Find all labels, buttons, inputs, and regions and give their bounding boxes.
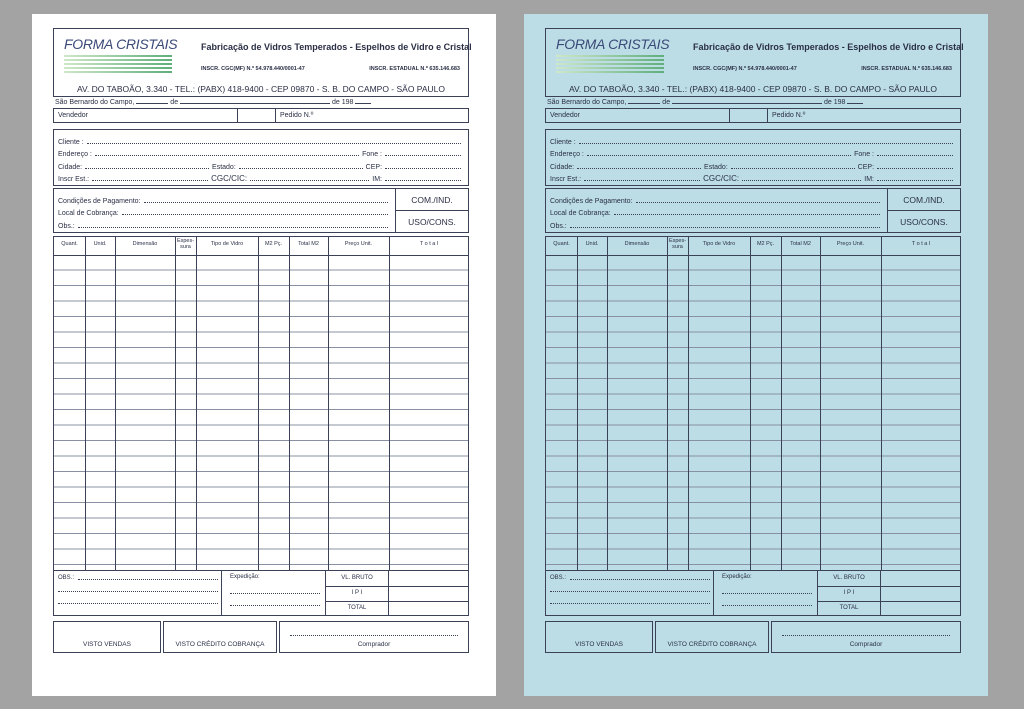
cliente-line[interactable] [58, 133, 464, 146]
col-preco-unit: Preço Unit. [344, 241, 373, 247]
state-registration: INSCR. ESTADUAL N.º 635.146.683 [369, 66, 460, 72]
cliente-label: Cliente : [58, 138, 84, 146]
cobranca-line[interactable] [58, 205, 391, 218]
table-rows[interactable] [546, 255, 960, 570]
col-espessura: Espes-sura [668, 238, 687, 250]
comprador-label: Comprador [357, 641, 391, 648]
cliente-line[interactable] [550, 133, 956, 146]
company-address: AV. DO TABOÃO, 3.340 - TEL.: (PABX) 418-9400 - CEP 09870 - S. B. DO CAMPO - SÃO PAULO [568, 84, 937, 94]
expedicao-label: Expedição: [230, 574, 260, 580]
col-unid: Unid. [93, 241, 107, 247]
form-sheet-white [32, 14, 496, 696]
col-total: T o t a l [911, 241, 931, 247]
cidade-label: Cidade: [550, 163, 575, 171]
year-field[interactable] [847, 97, 863, 104]
cgc-label: CGC/CIC: [211, 174, 248, 184]
signature-row [545, 621, 961, 653]
date-line [53, 97, 469, 108]
cobranca-line[interactable] [550, 205, 883, 218]
client-block [545, 129, 961, 186]
date-line [545, 97, 961, 108]
payment-block [545, 188, 961, 233]
com-ind-checkbox[interactable]: COM./IND. [888, 189, 960, 211]
month-field[interactable] [672, 97, 822, 104]
company-logo [64, 36, 184, 76]
vendedor-extra-field[interactable] [238, 109, 276, 122]
de-label: de [662, 99, 671, 106]
cobranca-label: Local de Cobrança: [58, 210, 119, 218]
vendedor-extra-field[interactable] [730, 109, 768, 122]
vl-bruto-label: VL. BRUTO [341, 575, 373, 581]
company-tagline: Fabricação de Vidros Temperados - Espelhos de Vidro e Cristal [693, 42, 964, 52]
vl-bruto-label: VL. BRUTO [833, 575, 865, 581]
obs-block [545, 571, 961, 616]
col-unid: Unid. [585, 241, 599, 247]
company-address: AV. DO TABOÃO, 3.340 - TEL.: (PABX) 418-9400 - CEP 09870 - S. B. DO CAMPO - SÃO PAULO [76, 84, 445, 94]
city-label: São Bernardo do Campo, [547, 99, 627, 106]
year-field[interactable] [355, 97, 371, 104]
inscr-label: Inscr Est.: [550, 176, 582, 184]
ipi-label: I P I [843, 590, 855, 596]
im-label: IM: [372, 176, 382, 184]
obs-label: Obs.: [550, 222, 567, 230]
col-total: T o t a l [419, 241, 439, 247]
inscr-label: Inscr Est.: [58, 176, 90, 184]
obs-block [53, 571, 469, 616]
form-header [53, 28, 472, 97]
logo-text: FORMA CRISTAIS [64, 36, 178, 52]
col-total-m2: Total M2 [790, 241, 811, 247]
uso-cons-checkbox[interactable]: USO/CONS. [408, 217, 456, 227]
total-label: TOTAL [839, 605, 859, 611]
col-quant: Quant. [61, 241, 78, 247]
col-tipo-vidro: Tipo de Vidro [702, 241, 736, 247]
com-ind-checkbox[interactable]: COM./IND. [396, 189, 468, 211]
visto-credito-box[interactable] [163, 621, 277, 653]
endereco-line[interactable] [550, 146, 956, 159]
obs-label: Obs.: [58, 222, 75, 230]
seller-row [545, 108, 961, 123]
obs-line[interactable] [58, 217, 391, 230]
condicoes-line[interactable] [550, 192, 883, 205]
vendedor-field[interactable]: Vendedor [54, 109, 238, 122]
company-logo [556, 36, 676, 76]
expedicao-label: Expedição: [722, 574, 752, 580]
day-field[interactable] [628, 97, 660, 104]
comprador-box[interactable] [771, 621, 961, 653]
logo-stripes [556, 55, 664, 75]
visto-vendas-label: VISTO VENDAS [83, 641, 131, 648]
form-sheet-blue [524, 14, 988, 696]
endereco-label: Endereço : [58, 151, 92, 159]
estado-label: Estado: [704, 163, 728, 171]
endereco-line[interactable] [58, 146, 464, 159]
seller-row [53, 108, 469, 123]
payment-block [53, 188, 469, 233]
cgc-number: INSCR. CGC(MF) N.º 54.978.440/0001-47 [693, 66, 797, 72]
inscr-line[interactable] [58, 171, 464, 184]
im-label: IM: [864, 176, 874, 184]
signature-row [53, 621, 469, 653]
order-form [53, 28, 472, 653]
endereco-label: Endereço : [550, 151, 584, 159]
footer-obs-label: OBS.: [550, 575, 567, 581]
comprador-label: Comprador [849, 641, 883, 648]
obs-line[interactable] [550, 217, 883, 230]
city-label: São Bernardo do Campo, [55, 99, 135, 106]
de-label: de [170, 99, 179, 106]
items-table [53, 236, 469, 571]
fone-label: Fone : [854, 151, 874, 159]
col-total-m2: Total M2 [298, 241, 319, 247]
col-m2-pc: M2 Pç. [756, 241, 775, 247]
comprador-box[interactable] [279, 621, 469, 653]
pedido-field[interactable]: Pedido N.º [280, 112, 314, 119]
estado-label: Estado: [212, 163, 236, 171]
year-label: de 198 [824, 99, 846, 106]
logo-stripes [64, 55, 172, 75]
day-field[interactable] [136, 97, 168, 104]
fone-label: Fone : [362, 151, 382, 159]
table-rows[interactable] [54, 255, 468, 570]
cep-label: CEP: [857, 163, 875, 171]
order-form-copy [545, 28, 964, 653]
client-block [53, 129, 469, 186]
visto-credito-label: VISTO CRÉDITO COBRANÇA [667, 641, 757, 648]
col-tipo-vidro: Tipo de Vidro [210, 241, 244, 247]
total-label: TOTAL [347, 605, 367, 611]
col-dimensao: Dimensão [624, 241, 650, 247]
visto-credito-box[interactable] [655, 621, 769, 653]
form-header [545, 28, 964, 97]
cliente-label: Cliente : [550, 138, 576, 146]
col-espessura: Espes-sura [176, 238, 195, 250]
uso-cons-checkbox[interactable]: USO/CONS. [900, 217, 948, 227]
company-tagline: Fabricação de Vidros Temperados - Espelhos de Vidro e Cristal [201, 42, 472, 52]
month-field[interactable] [180, 97, 330, 104]
col-m2-pc: M2 Pç. [264, 241, 283, 247]
visto-vendas-box[interactable] [545, 621, 653, 653]
cidade-line[interactable] [550, 158, 956, 171]
condicoes-line[interactable] [58, 192, 391, 205]
cep-label: CEP: [365, 163, 383, 171]
visto-vendas-box[interactable] [53, 621, 161, 653]
inscr-line[interactable] [550, 171, 956, 184]
visto-credito-label: VISTO CRÉDITO COBRANÇA [175, 641, 265, 648]
pedido-field[interactable]: Pedido N.º [772, 112, 806, 119]
col-dimensao: Dimensão [132, 241, 158, 247]
col-preco-unit: Preço Unit. [836, 241, 865, 247]
cobranca-label: Local de Cobrança: [550, 210, 611, 218]
state-registration: INSCR. ESTADUAL N.º 635.146.683 [861, 66, 952, 72]
cidade-label: Cidade: [58, 163, 83, 171]
logo-text: FORMA CRISTAIS [556, 36, 670, 52]
col-quant: Quant. [553, 241, 570, 247]
cidade-line[interactable] [58, 158, 464, 171]
items-table [545, 236, 961, 571]
cgc-label: CGC/CIC: [703, 174, 740, 184]
condicoes-label: Condições de Pagamento: [550, 197, 633, 205]
cgc-number: INSCR. CGC(MF) N.º 54.978.440/0001-47 [201, 66, 305, 72]
footer-obs-label: OBS.: [58, 575, 75, 581]
ipi-label: I P I [351, 590, 363, 596]
visto-vendas-label: VISTO VENDAS [575, 641, 623, 648]
vendedor-field[interactable]: Vendedor [546, 109, 730, 122]
condicoes-label: Condições de Pagamento: [58, 197, 141, 205]
year-label: de 198 [332, 99, 354, 106]
